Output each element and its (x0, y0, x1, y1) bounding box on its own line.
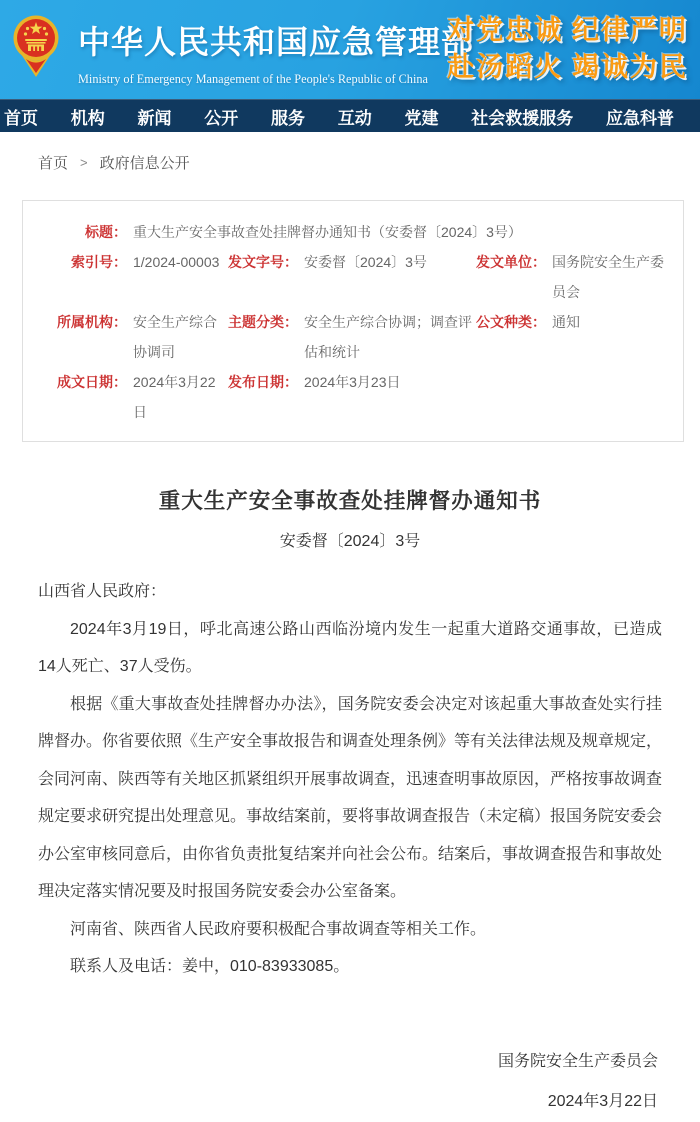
ministry-title: 中华人民共和国应急管理部 (78, 24, 475, 60)
paragraph-4: 联系人及电话：姜中，010-83933085。 (70, 958, 350, 975)
paragraph-2: 根据《重大事故查处挂牌督办办法》，国务院安委会决定对该起重大事故查处实行挂牌督办。你省要依照《生产安全事故报告和调查处理条例》等有关法律法规及规章规定，会同河南、陕西等有关地区抓紧组织开展事故调查，迅速查明事故原因，严格按事故调查规定要求研究提出处理意见。事故结案前，要将事故调查报告（未定稿）报国务院安委会办公室审核同意后，由你省负责批复结案并向社会公布。结案后，事故调查报告和事故处理决定落实情况要及时报国务院安委会办公室备案。 (38, 695, 663, 900)
nav-item-organization[interactable]: 机构 (70, 108, 105, 128)
document-meta-box (22, 200, 684, 442)
meta-index-label: 索引号： (71, 254, 127, 270)
document-body (38, 573, 662, 986)
slogan-banner (447, 12, 688, 86)
meta-organ-value: 安全生产综合协调司 (133, 314, 217, 360)
paragraph-1: 2024年3月19日，呼北高速公路山西临汾境内发生一起重大道路交通事故，已造成14人死亡、37人受伤。 (38, 620, 662, 675)
meta-topic-label: 主题分类： (228, 314, 298, 330)
signature-block (38, 1042, 662, 1122)
paragraph-3: 河南省、陕西省人民政府要积极配合事故调查等相关工作。 (70, 920, 487, 938)
meta-doctype-label: 公文种类： (476, 314, 546, 330)
breadcrumb-separator: > (80, 155, 88, 170)
nav-item-disclosure[interactable]: 公开 (204, 108, 239, 128)
breadcrumb-current-link[interactable]: 政府信息公开 (99, 155, 190, 172)
meta-issuing-unit-value: 国务院安全生产委员会 (552, 254, 664, 300)
salutation: 山西省人民政府： (38, 583, 167, 600)
meta-docno-label: 发文字号： (228, 254, 298, 270)
meta-title-label: 标题： (85, 224, 127, 240)
ministry-title-english: Ministry of Emergency Management of the People's Republic of China (78, 72, 428, 86)
meta-written-date-value: 2024年3月22日 (133, 374, 216, 420)
slogan-line-2: 赴汤蹈火 竭诚为民 (447, 52, 688, 82)
nav-item-home[interactable]: 首页 (4, 108, 38, 128)
document-number: 安委督〔2024〕3号 (279, 533, 421, 550)
nav-item-emergency-science[interactable]: 应急科普 (606, 108, 674, 128)
document-title: 重大生产安全事故查处挂牌督办通知书 (158, 489, 542, 513)
breadcrumb-home-link[interactable]: 首页 (38, 155, 69, 172)
signature-organization: 国务院安全生产委员会 (497, 1052, 658, 1070)
slogan-line-1: 对党忠诚 纪律严明 (447, 15, 688, 45)
nav-item-party-building[interactable]: 党建 (404, 108, 439, 128)
main-nav (0, 99, 700, 132)
meta-issuing-unit-label: 发文单位： (476, 254, 546, 270)
nav-item-news[interactable]: 新闻 (137, 108, 172, 128)
signature-date: 2024年3月22日 (547, 1092, 658, 1110)
meta-publish-date-label: 发布日期： (228, 374, 298, 390)
meta-index-value: 1/2024-00003 (133, 254, 220, 270)
national-emblem-icon (13, 13, 59, 79)
site-header (0, 0, 700, 99)
meta-title-value: 重大生产安全事故查处挂牌督办通知书（安委督〔2024〕3号） (133, 224, 522, 240)
nav-item-social-rescue-services[interactable]: 社会救援服务 (471, 108, 574, 128)
meta-publish-date-value: 2024年3月23日 (304, 374, 401, 390)
document-content (0, 484, 700, 1122)
meta-doctype-value: 通知 (552, 314, 580, 330)
meta-topic-value: 安全生产综合协调；调查评估和统计 (304, 314, 472, 360)
meta-organ-label: 所属机构： (57, 314, 127, 330)
meta-written-date-label: 成文日期： (57, 374, 127, 390)
breadcrumb (0, 132, 700, 173)
meta-docno-value: 安委督〔2024〕3号 (304, 254, 427, 270)
nav-item-services[interactable]: 服务 (271, 108, 305, 128)
nav-item-interaction[interactable]: 互动 (337, 108, 372, 128)
